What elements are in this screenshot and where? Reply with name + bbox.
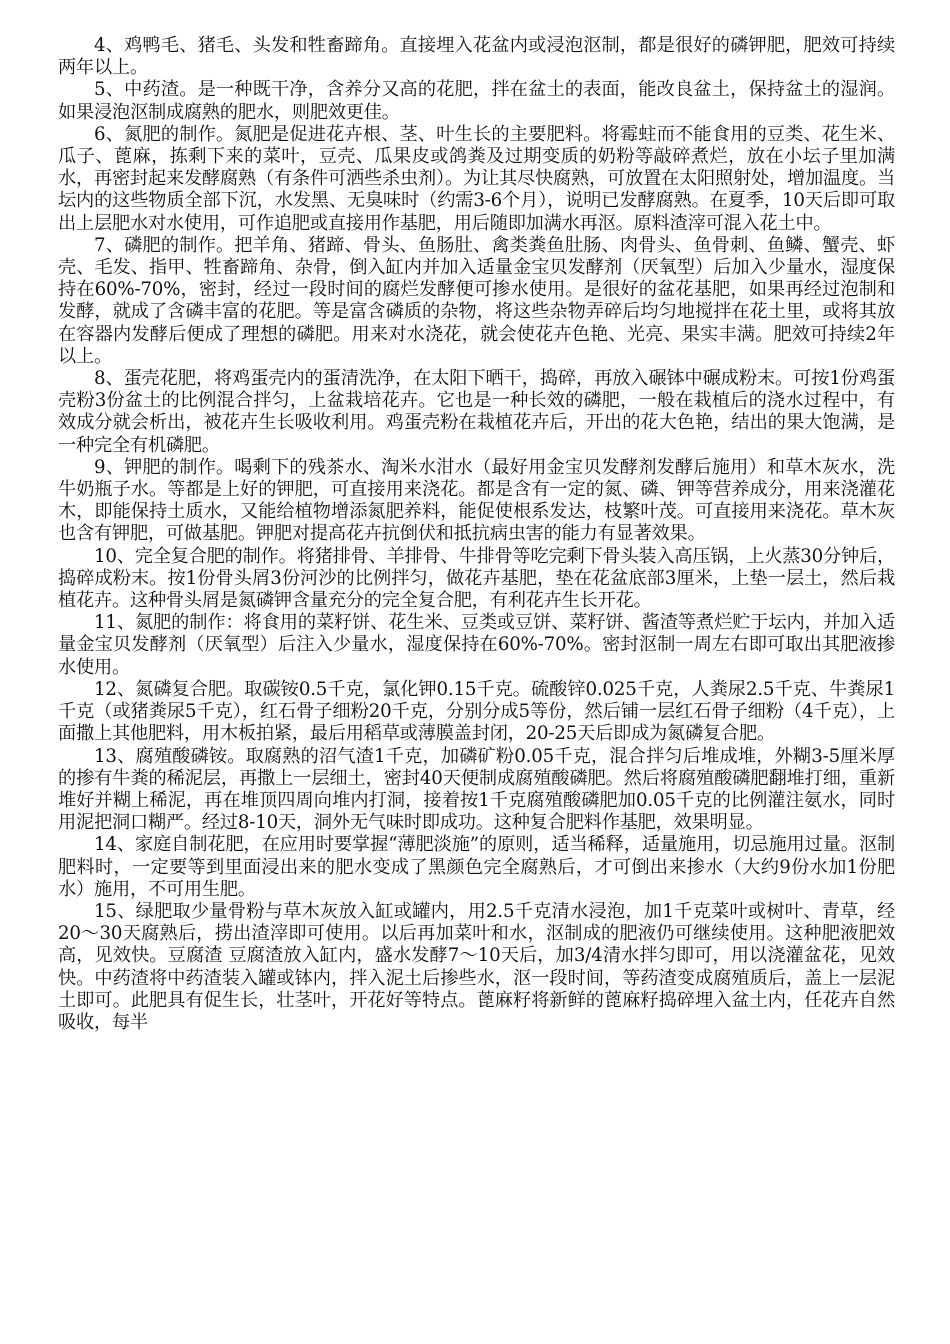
paragraph-15: 15、绿肥取少量骨粉与草木灰放入缸或罐内，用2.5千克清水浸泡，加1千克菜叶或树叶、青草，经20～30天腐熟后，捞出渣滓即可使用。以后再加菜叶和水，沤制成的肥液仍可继续使用。这种肥液肥效高，见效快。豆腐渣 豆腐渣放入缸内，盛水发酵7～10天后，加3/4清水拌匀即可，用以浇灌盆花，见效快。中药渣将中药渣装入罐或钵内，拌入泥土后掺些水，沤一段时间，等药渣变成腐殖质后，盖上一层泥土即可。此肥具有促生长，壮茎叶，开花好等特点。蓖麻籽将新鲜的蓖麻籽捣碎埋入盆土内，任花卉自然吸收，每半 — [58, 900, 895, 1033]
paragraph-9: 9、钾肥的制作。喝剩下的残茶水、淘米水泔水（最好用金宝贝发酵剂发酵后施用）和草木灰水，洗牛奶瓶子水。等都是上好的钾肥，可直接用来浇花。都是含有一定的氮、磷、钾等营养成分，用来浇灌花木，即能保持土质水，又能给植物增添氮肥养料，能促使根系发达，枝繁叶茂。可直接用来浇花。草木灰也含有钾肥，可做基肥。钾肥对提高花卉抗倒伏和抵抗病虫害的能力有显著效果。 — [58, 456, 895, 545]
paragraph-13: 13、腐殖酸磷铵。取腐熟的沼气渣1千克，加磷矿粉0.05千克，混合拌匀后堆成堆，外糊3-5厘米厚的掺有牛粪的稀泥层，再撒上一层细土，密封40天便制成腐殖酸磷肥。然后将腐殖酸磷肥翻堆打细，重新堆好并糊上稀泥，再在堆顶四周向堆内打洞，接着按1千克腐殖酸磷肥加0.05千克的比例灌注氨水，同时用泥把洞口糊严。经过8-10天，洞外无气味时即成功。这种复合肥料作基肥，效果明显。 — [58, 745, 895, 834]
paragraph-12: 12、氮磷复合肥。取碳铵0.5千克，氯化钾0.15千克。硫酸锌0.025千克，人粪尿2.5千克、牛粪尿1千克（或猪粪尿5千克），红石骨子细粉20千克，分别分成5等份，然后铺一层红石骨子细粉（4千克），上面撒上其他肥料，用木板拍紧，最后用稻草或薄膜盖封闭，20-25天后即成为氮磷复合肥。 — [58, 678, 895, 745]
paragraph-11: 11、氮肥的制作：将食用的菜籽饼、花生米、豆类或豆饼、菜籽饼、酱渣等煮烂贮于坛内，并加入适量金宝贝发酵剂（厌氧型）后注入少量水，湿度保持在60%-70%。密封沤制一周左右即可取出其肥液掺水使用。 — [58, 612, 895, 678]
paragraph-5: 5、中药渣。是一种既干净，含养分又高的花肥，拌在盆土的表面，能改良盆土，保持盆土的湿润。如果浸泡沤制成腐熟的肥水，则肥效更佳。 — [58, 79, 895, 123]
paragraph-6: 6、氮肥的制作。氮肥是促进花卉根、茎、叶生长的主要肥料。将霉蛀而不能食用的豆类、花生米、瓜子、蓖麻，拣剩下来的菜叶，豆壳、瓜果皮或鸽粪及过期变质的奶粉等敲碎煮烂，放在小坛子里加满水，再密封起来发酵腐熟（有条件可洒些杀虫剂）。为让其尽快腐熟，可放置在太阳照射处，增加温度。当坛内的这些物质全部下沉，水发黑、无臭味时（约需3-6个月），说明已发酵腐熟。在夏季，10天后即可取出上层肥水对水使用，可作追肥或直接用作基肥，用后随即加满水再沤。原料渣滓可混入花土中。 — [58, 123, 895, 234]
paragraph-8: 8、蛋壳花肥，将鸡蛋壳内的蛋清洗净，在太阳下晒干，捣碎，再放入碾钵中碾成粉末。可按1份鸡蛋壳粉3份盆土的比例混合拌匀，上盆栽培花卉。它也是一种长效的磷肥，一般在栽植后的浇水过程中，有效成分就会析出，被花卉生长吸收利用。鸡蛋壳粉在栽植花卉后，开出的花大色艳，结出的果大饱满，是一种完全有机磷肥。 — [58, 368, 895, 456]
paragraph-14: 14、家庭自制花肥，在应用时要掌握“薄肥淡施”的原则，适当稀释，适量施用，切忌施用过量。沤制肥料时，一定要等到里面浸出来的肥水变成了黑颜色完全腐熟后，才可倒出来掺水（大约9份水加1份肥水）施用，不可用生肥。 — [58, 834, 895, 900]
paragraph-7: 7、磷肥的制作。把羊角、猪蹄、骨头、鱼肠肚、禽类粪鱼肚肠、肉骨头、鱼骨刺、鱼鳞、蟹壳、虾壳、毛发、指甲、牲畜蹄角、杂骨，倒入缸内并加入适量金宝贝发酵剂（厌氧型）后加入少量水，湿度保持在60%-70%，密封，经过一段时间的腐烂发酵便可掺水使用。是很好的盆花基肥，如果再经过泡制和发酵，就成了含磷丰富的花肥。等是富含磷质的杂物，将这些杂物弄碎后均匀地搅拌在花土里，或将其放在容器内发酵后便成了理想的磷肥。用来对水浇花，就会使花卉色艳、光亮、果实丰满。肥效可持续2年以上。 — [58, 234, 895, 367]
paragraph-4: 4、鸡鸭毛、猪毛、头发和牲畜蹄角。直接埋入花盆内或浸泡沤制，都是很好的磷钾肥，肥效可持续两年以上。 — [58, 35, 895, 79]
paragraph-10: 10、完全复合肥的制作。将猪排骨、羊排骨、牛排骨等吃完剩下骨头装入高压锅，上火蒸30分钟后，捣碎成粉末。按1份骨头屑3份河沙的比例拌匀，做花卉基肥，垫在花盆底部3厘米，上垫一层土，然后栽植花卉。这种骨头屑是氮磷钾含量充分的完全复合肥，有利花卉生长开花。 — [58, 545, 895, 612]
